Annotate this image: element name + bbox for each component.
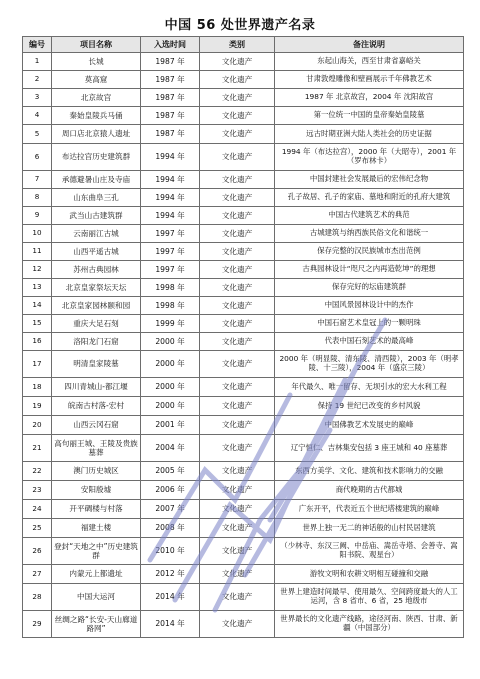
cell-note: 远古时期亚洲大陆人类社会的历史证据 bbox=[275, 125, 464, 144]
cell-note: 古城建筑与纳西族民俗文化和谐统一 bbox=[275, 225, 464, 243]
cell-year: 2000 年 bbox=[141, 397, 200, 416]
cell-note: 古典园林设计“咫尺之内再造乾坤”的理想 bbox=[275, 261, 464, 279]
table-row bbox=[23, 397, 464, 416]
cell-type: 文化遗产 bbox=[200, 189, 275, 207]
cell-year: 2000 年 bbox=[141, 333, 200, 351]
table-row bbox=[23, 481, 464, 500]
cell-year: 1999 年 bbox=[141, 315, 200, 333]
cell-year: 1987 年 bbox=[141, 53, 200, 71]
table-row bbox=[23, 611, 464, 638]
cell-year: 1994 年 bbox=[141, 189, 200, 207]
table-row bbox=[23, 171, 464, 189]
table-row bbox=[23, 125, 464, 144]
cell-note: 保存完好的坛庙建筑群 bbox=[275, 279, 464, 297]
table-row bbox=[23, 243, 464, 261]
cell-no: 13 bbox=[23, 279, 52, 297]
cell-note: 广东开平，代表近五个世纪塔楼建筑的巅峰 bbox=[275, 500, 464, 519]
cell-note: 中国佛教艺术发展史的巅峰 bbox=[275, 416, 464, 435]
cell-note: 保存完整的汉民族城市杰出范例 bbox=[275, 243, 464, 261]
cell-name: 长城 bbox=[52, 53, 141, 71]
cell-type: 文化遗产 bbox=[200, 279, 275, 297]
cell-name: 山西云冈石窟 bbox=[52, 416, 141, 435]
table-header-row bbox=[23, 37, 464, 53]
cell-year: 2012 年 bbox=[141, 565, 200, 584]
cell-no: 21 bbox=[23, 435, 52, 462]
cell-note: 辽宁恒仁、吉林集安包括 3 座王城和 40 座墓葬 bbox=[275, 435, 464, 462]
cell-type: 文化遗产 bbox=[200, 297, 275, 315]
cell-note: 世界上独一无二的神话般的山村民居建筑 bbox=[275, 519, 464, 538]
cell-year: 1994 年 bbox=[141, 144, 200, 171]
table-row bbox=[23, 519, 464, 538]
cell-name: 洛阳龙门石窟 bbox=[52, 333, 141, 351]
table-row bbox=[23, 89, 464, 107]
cell-note: 年代最久、唯一留存、无坝引水的宏大水利工程 bbox=[275, 378, 464, 397]
cell-type: 文化遗产 bbox=[200, 435, 275, 462]
cell-type: 文化遗产 bbox=[200, 261, 275, 279]
cell-year: 1987 年 bbox=[141, 107, 200, 125]
cell-no: 19 bbox=[23, 397, 52, 416]
cell-note: 中国风景园林设计中的杰作 bbox=[275, 297, 464, 315]
cell-type: 文化遗产 bbox=[200, 500, 275, 519]
cell-year: 1994 年 bbox=[141, 171, 200, 189]
cell-no: 12 bbox=[23, 261, 52, 279]
cell-type: 文化遗产 bbox=[200, 107, 275, 125]
cell-no: 9 bbox=[23, 207, 52, 225]
cell-year: 2010 年 bbox=[141, 538, 200, 565]
cell-year: 1998 年 bbox=[141, 279, 200, 297]
cell-name: 内蒙元上都遗址 bbox=[52, 565, 141, 584]
cell-note: 2000 年（明显陵、清东陵、清西陵），2003 年（明孝陵、十三陵），2004 年（盛京三陵） bbox=[275, 351, 464, 378]
cell-type: 文化遗产 bbox=[200, 519, 275, 538]
cell-name: 澳门历史城区 bbox=[52, 462, 141, 481]
cell-note: 商代晚期的古代都城 bbox=[275, 481, 464, 500]
cell-name: 中国大运河 bbox=[52, 584, 141, 611]
table-row bbox=[23, 462, 464, 481]
cell-name: 秦始皇陵兵马俑 bbox=[52, 107, 141, 125]
cell-no: 28 bbox=[23, 584, 52, 611]
cell-note: 中国石窟艺术皇冠上的一颗明珠 bbox=[275, 315, 464, 333]
table-row bbox=[23, 297, 464, 315]
cell-year: 2000 年 bbox=[141, 378, 200, 397]
cell-type: 文化遗产 bbox=[200, 207, 275, 225]
cell-note: 孔子故居、孔子的家庙、墓地和附近的孔府大建筑 bbox=[275, 189, 464, 207]
cell-no: 20 bbox=[23, 416, 52, 435]
cell-note: 代表中国石刻艺术的最高峰 bbox=[275, 333, 464, 351]
cell-note: 第一位统一中国的皇帝秦始皇陵墓 bbox=[275, 107, 464, 125]
cell-type: 文化遗产 bbox=[200, 125, 275, 144]
cell-note: 1987 年 北京故宫，2004 年 沈阳故宫 bbox=[275, 89, 464, 107]
cell-name: 山西平遥古城 bbox=[52, 243, 141, 261]
cell-note: （少林寺、东汉三阙、中岳庙、嵩岳寺塔、会善寺、嵩阳书院、观星台） bbox=[275, 538, 464, 565]
cell-note: 世界上建造时间最早、使用最久、空间跨度最大的人工运河，含 8 省市、6 省，25 地级市 bbox=[275, 584, 464, 611]
table-row bbox=[23, 584, 464, 611]
cell-no: 4 bbox=[23, 107, 52, 125]
cell-type: 文化遗产 bbox=[200, 611, 275, 638]
cell-type: 文化遗产 bbox=[200, 481, 275, 500]
cell-type: 文化遗产 bbox=[200, 144, 275, 171]
cell-type: 文化遗产 bbox=[200, 89, 275, 107]
header-note: 备注说明 bbox=[275, 37, 464, 53]
cell-no: 7 bbox=[23, 171, 52, 189]
cell-no: 1 bbox=[23, 53, 52, 71]
table-row bbox=[23, 416, 464, 435]
cell-no: 29 bbox=[23, 611, 52, 638]
cell-type: 文化遗产 bbox=[200, 71, 275, 89]
cell-name: 承德避暑山庄及寺庙 bbox=[52, 171, 141, 189]
cell-name: 周口店北京猿人遗址 bbox=[52, 125, 141, 144]
cell-year: 1987 年 bbox=[141, 71, 200, 89]
table-row bbox=[23, 53, 464, 71]
cell-note: 保持 19 世纪已改变的乡村风貌 bbox=[275, 397, 464, 416]
cell-year: 1997 年 bbox=[141, 225, 200, 243]
cell-no: 2 bbox=[23, 71, 52, 89]
cell-no: 16 bbox=[23, 333, 52, 351]
cell-note: 中国封建社会发展最后的宏伟纪念物 bbox=[275, 171, 464, 189]
table-row bbox=[23, 435, 464, 462]
table-row bbox=[23, 315, 464, 333]
table-row bbox=[23, 279, 464, 297]
table-row bbox=[23, 261, 464, 279]
cell-no: 24 bbox=[23, 500, 52, 519]
cell-no: 14 bbox=[23, 297, 52, 315]
cell-no: 3 bbox=[23, 89, 52, 107]
cell-year: 2001 年 bbox=[141, 416, 200, 435]
cell-name: 北京皇家园林颐和园 bbox=[52, 297, 141, 315]
cell-year: 1987 年 bbox=[141, 89, 200, 107]
cell-note: 1994 年（布达拉宫），2000 年（大昭寺），2001 年（罗布林卡） bbox=[275, 144, 464, 171]
cell-name: 高句丽王城、王陵及贵族墓葬 bbox=[52, 435, 141, 462]
cell-no: 10 bbox=[23, 225, 52, 243]
cell-no: 18 bbox=[23, 378, 52, 397]
table-row bbox=[23, 565, 464, 584]
cell-note: 甘肃敦煌雕像和壁画展示千年佛教艺术 bbox=[275, 71, 464, 89]
cell-name: 皖南古村落-宏村 bbox=[52, 397, 141, 416]
cell-type: 文化遗产 bbox=[200, 462, 275, 481]
header-type: 类别 bbox=[200, 37, 275, 53]
cell-name: 苏州古典园林 bbox=[52, 261, 141, 279]
cell-type: 文化遗产 bbox=[200, 584, 275, 611]
cell-name: 重庆大足石刻 bbox=[52, 315, 141, 333]
cell-name: 丝绸之路“长安-天山廊道路网” bbox=[52, 611, 141, 638]
cell-year: 1987 年 bbox=[141, 125, 200, 144]
cell-year: 1997 年 bbox=[141, 243, 200, 261]
table-row bbox=[23, 71, 464, 89]
cell-year: 1998 年 bbox=[141, 297, 200, 315]
cell-type: 文化遗产 bbox=[200, 378, 275, 397]
cell-name: 北京皇家祭坛天坛 bbox=[52, 279, 141, 297]
cell-year: 2000 年 bbox=[141, 351, 200, 378]
cell-name: 山东曲阜三孔 bbox=[52, 189, 141, 207]
cell-note: 东西方美学、文化、建筑和技术影响力的交融 bbox=[275, 462, 464, 481]
cell-name: 福建土楼 bbox=[52, 519, 141, 538]
cell-note: 中国古代建筑艺术的典范 bbox=[275, 207, 464, 225]
table-row bbox=[23, 189, 464, 207]
cell-type: 文化遗产 bbox=[200, 171, 275, 189]
cell-type: 文化遗产 bbox=[200, 416, 275, 435]
cell-no: 6 bbox=[23, 144, 52, 171]
cell-year: 2004 年 bbox=[141, 435, 200, 462]
header-name: 项目名称 bbox=[52, 37, 141, 53]
header-year: 入选时间 bbox=[141, 37, 200, 53]
cell-year: 2005 年 bbox=[141, 462, 200, 481]
page-title: 中国 56 处世界遗产名录 bbox=[164, 18, 316, 33]
cell-type: 文化遗产 bbox=[200, 538, 275, 565]
cell-no: 26 bbox=[23, 538, 52, 565]
cell-type: 文化遗产 bbox=[200, 315, 275, 333]
table-body bbox=[23, 53, 464, 638]
cell-name: 莫高窟 bbox=[52, 71, 141, 89]
cell-type: 文化遗产 bbox=[200, 333, 275, 351]
cell-no: 5 bbox=[23, 125, 52, 144]
cell-note: 游牧文明和农耕文明相互碰撞和交融 bbox=[275, 565, 464, 584]
cell-year: 2008 年 bbox=[141, 519, 200, 538]
cell-no: 22 bbox=[23, 462, 52, 481]
table-row bbox=[23, 225, 464, 243]
table-row bbox=[23, 378, 464, 397]
table-row bbox=[23, 500, 464, 519]
cell-type: 文化遗产 bbox=[200, 565, 275, 584]
table-row bbox=[23, 351, 464, 378]
table-row bbox=[23, 538, 464, 565]
cell-year: 1997 年 bbox=[141, 261, 200, 279]
cell-no: 23 bbox=[23, 481, 52, 500]
cell-no: 8 bbox=[23, 189, 52, 207]
cell-no: 15 bbox=[23, 315, 52, 333]
cell-year: 2014 年 bbox=[141, 611, 200, 638]
cell-year: 1994 年 bbox=[141, 207, 200, 225]
cell-name: 云南丽江古城 bbox=[52, 225, 141, 243]
cell-year: 2006 年 bbox=[141, 481, 200, 500]
table-row bbox=[23, 207, 464, 225]
cell-name: 武当山古建筑群 bbox=[52, 207, 141, 225]
cell-type: 文化遗产 bbox=[200, 53, 275, 71]
cell-year: 2007 年 bbox=[141, 500, 200, 519]
cell-no: 17 bbox=[23, 351, 52, 378]
cell-name: 安阳殷墟 bbox=[52, 481, 141, 500]
table-row bbox=[23, 144, 464, 171]
cell-name: 四川青城山-都江堰 bbox=[52, 378, 141, 397]
cell-name: 登封“天地之中”历史建筑群 bbox=[52, 538, 141, 565]
cell-no: 27 bbox=[23, 565, 52, 584]
header-no: 编号 bbox=[23, 37, 52, 53]
table-row bbox=[23, 333, 464, 351]
cell-name: 布达拉宫历史建筑群 bbox=[52, 144, 141, 171]
cell-no: 25 bbox=[23, 519, 52, 538]
cell-note: 东起山海关，西至甘肃省嘉峪关 bbox=[275, 53, 464, 71]
cell-type: 文化遗产 bbox=[200, 225, 275, 243]
cell-year: 2014 年 bbox=[141, 584, 200, 611]
cell-name: 北京故宫 bbox=[52, 89, 141, 107]
cell-no: 11 bbox=[23, 243, 52, 261]
table-row bbox=[23, 107, 464, 125]
cell-name: 明清皇家陵墓 bbox=[52, 351, 141, 378]
cell-name: 开平碉楼与村落 bbox=[52, 500, 141, 519]
cell-note: 世界最长的文化遗产线路，途径河南、陕西、甘肃、新疆（中国部分） bbox=[275, 611, 464, 638]
cell-type: 文化遗产 bbox=[200, 397, 275, 416]
heritage-table bbox=[22, 36, 464, 638]
cell-type: 文化遗产 bbox=[200, 351, 275, 378]
cell-type: 文化遗产 bbox=[200, 243, 275, 261]
